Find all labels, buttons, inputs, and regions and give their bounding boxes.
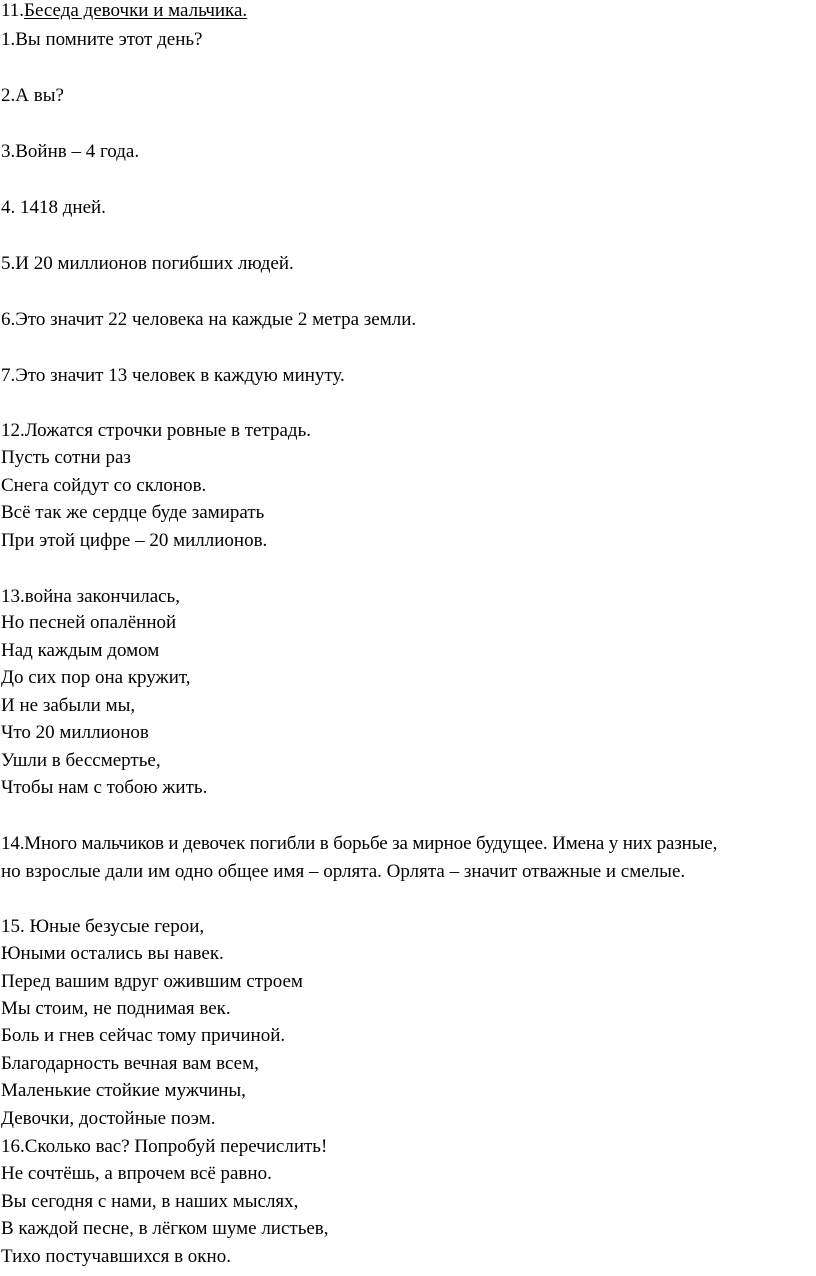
poem-line: Мы стоим, не поднимая век. xyxy=(1,998,231,1019)
document-title xyxy=(1,0,247,22)
dialogue-line: 7.Это значит 13 человек в каждую минуту. xyxy=(1,365,345,386)
poem-line: Что 20 миллионов xyxy=(1,722,149,743)
dialogue-line: 1.Вы помните этот день? xyxy=(1,29,203,50)
poem-line: Всё так же сердце буде замирать xyxy=(1,502,265,523)
poem-line: Маленькие стойкие мужчины, xyxy=(1,1080,246,1101)
dialogue-line: 6.Это значит 22 человека на каждые 2 метра земли. xyxy=(1,309,417,330)
paragraph-line: 14.Много мальчиков и девочек погибли в борьбе за мирное будущее. Имена у них разные, xyxy=(1,833,718,854)
poem-line: Снега сойдут со склонов. xyxy=(1,475,207,496)
poem-line: Не сочтёшь, а впрочем всё равно. xyxy=(1,1163,272,1184)
poem-line: И не забыли мы, xyxy=(1,695,136,716)
poem-line: В каждой песне, в лёгком шуме листьев, xyxy=(1,1218,329,1239)
dialogue-line: 2.А вы? xyxy=(1,85,64,106)
dialogue-line: 3.Войнв – 4 года. xyxy=(1,141,140,162)
poem-line: 13.война закончилась, xyxy=(1,586,180,607)
poem-line: Вы сегодня с нами, в наших мыслях, xyxy=(1,1191,299,1212)
poem-line: Над каждым домом xyxy=(1,640,160,661)
poem-line: Девочки, достойные поэм. xyxy=(1,1108,216,1129)
dialogue-line: 5.И 20 миллионов погибших людей. xyxy=(1,253,294,274)
poem-line: Ушли в бессмертье, xyxy=(1,750,161,771)
poem-line: 12.Ложатся строчки ровные в тетрадь. xyxy=(1,420,311,441)
poem-line: Перед вашим вдруг ожившим строем xyxy=(1,971,303,992)
poem-line: Юными остались вы навек. xyxy=(1,943,224,964)
poem-line: Благодарность вечная вам всем, xyxy=(1,1053,259,1074)
poem-line: Но песней опалённой xyxy=(1,612,177,633)
poem-line: При этой цифре – 20 миллионов. xyxy=(1,530,268,551)
poem-line: До сих пор она кружит, xyxy=(1,667,191,688)
poem-line: Боль и гнев сейчас тому причиной. xyxy=(1,1025,286,1046)
poem-line: 15. Юные безусые герои, xyxy=(1,916,205,937)
poem-line: 16.Сколько вас? Попробуй перечислить! xyxy=(1,1136,328,1157)
poem-line: Тихо постучавшихся в окно. xyxy=(1,1246,231,1267)
dialogue-line: 4. 1418 дней. xyxy=(1,197,106,218)
paragraph-line: но взрослые дали им одно общее имя – орлята. Орлята – значит отважные и смелые. xyxy=(1,861,686,882)
poem-line: Чтобы нам с тобою жить. xyxy=(1,777,208,798)
poem-line: Пусть сотни раз xyxy=(1,447,131,468)
title-number: 11. xyxy=(1,0,25,21)
title-text: Беседа девочки и мальчика. xyxy=(24,0,248,21)
